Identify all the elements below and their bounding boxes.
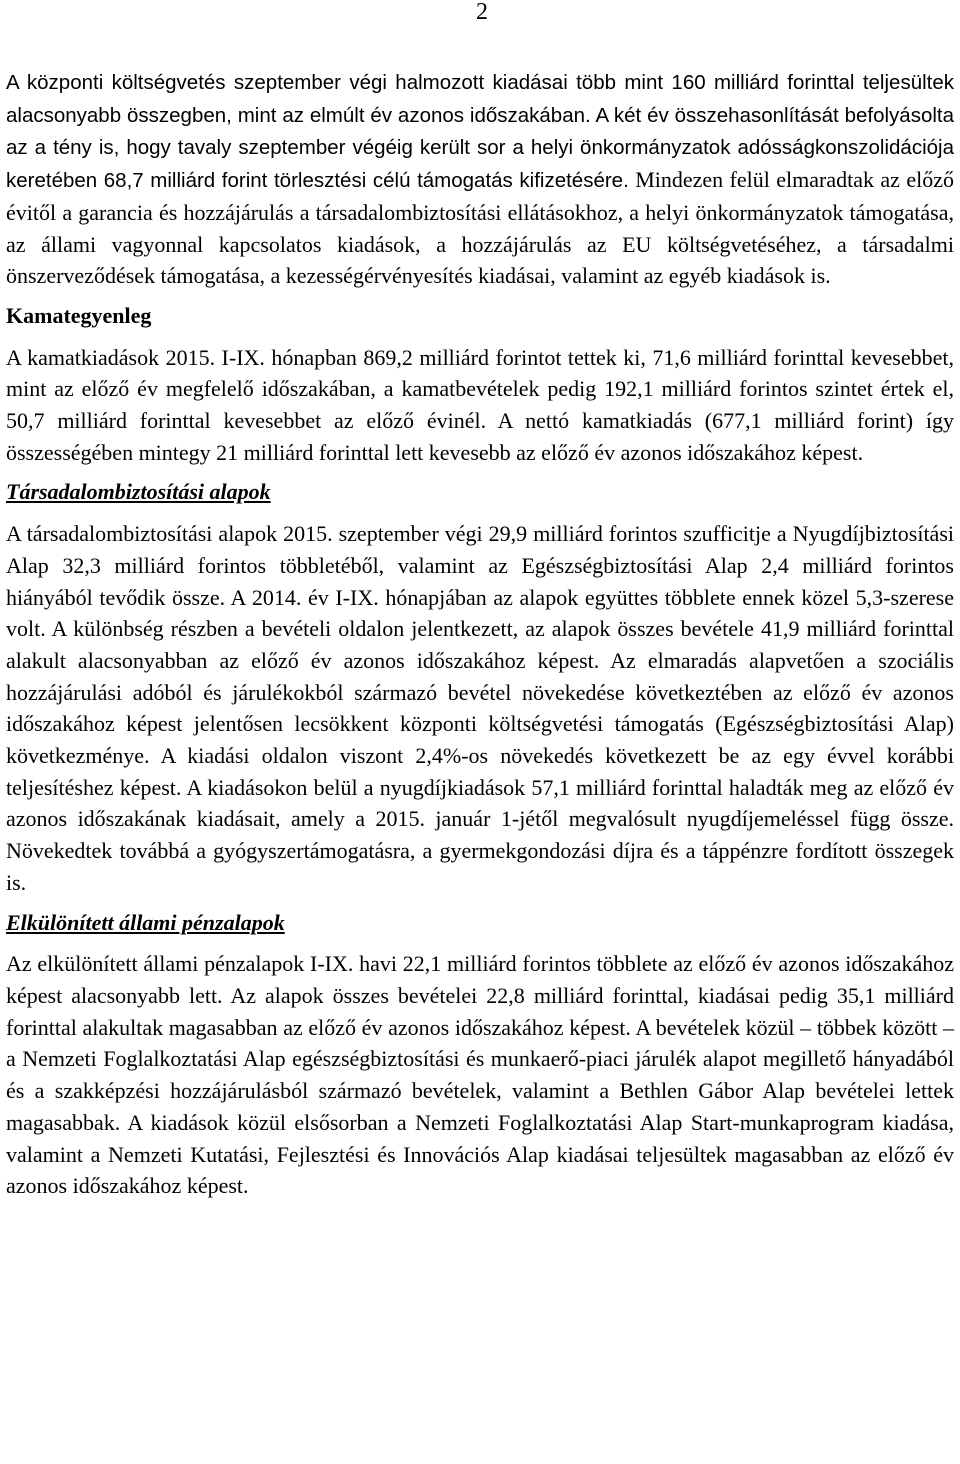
section-heading-social-security: Társadalombiztosítási alapok <box>6 479 271 505</box>
intro-sans-text: A központi költségvetés szeptember végi halmozott kiadásai több mint 160 milliárd forinttal teljesültek alacsonyabb összegben, mint az elmúlt év azonos időszakában. A két év összehasonlítását befolyásolta az a tény is, hogy tavaly szeptember végéig került sor a helyi önkormányzatok adósságkonszolidációja keretében 68,7 milliárd forint törlesztési célú támogatás kifizetésére. <box>6 71 954 193</box>
intro-paragraph <box>6 66 954 292</box>
page-number: 2 <box>476 0 488 25</box>
section-heading-interest: Kamategyenleg <box>6 302 152 328</box>
interest-paragraph: A kamatkiadások 2015. I-IX. hónapban 869,2 milliárd forintot tettek ki, 71,6 milliárd forinttal kevesebbet, mint az előző év megfelelő időszakában, a kamatbevételek pedig 192,1 milliárd forintos szintet értek el, 50,7 milliárd forinttal kevesebbet az előző évinél. A nettó kamatkiadás (677,1 milliárd forint) így összességében mintegy 21 milliárd forinttal lett kevesebb az előző év azonos időszakához képest. <box>6 344 954 465</box>
section-heading-separate-funds: Elkülönített állami pénzalapok <box>6 909 285 935</box>
document-body <box>6 66 954 1210</box>
social-security-paragraph: A társadalombiztosítási alapok 2015. szeptember végi 29,9 milliárd forintos szufficitje a Nyugdíjbiztosítási Alap 32,3 milliárd forintos többletéből, valamint az Egészségbiztosítási Alap 2,4 milliárd forintos hiányából tevődik össze. A 2014. év I-IX. hónapjában az alapok együttes többlete ennek közel 5,3-szerese volt. A különbség részben a bevételi oldalon jelentkezett, az alapok összes bevétele 41,9 milliárd forinttal alakult alacsonyabban az előző év azonos időszakához képest. Az elmaradás alapvetően a szociális hozzájárulási adóból és járulékokból származó bevétel növekedése következtében az előző év azonos időszakához képest jelentősen lecsökkent központi költségvetési támogatás (Egészségbiztosítási Alap) következménye. A kiadási oldalon viszont 2,4%-os növekedés következett be az egy évvel korábbi teljesítéshez képest. A kiadásokon belül a nyugdíjkiadások 57,1 milliárd forinttal haladták meg az előző év azonos időszakának kiadásait, amely a 2015. január 1-jétől megvalósult nyugdíjemeléssel függ össze. Növekedtek továbbá a gyógyszertámogatásra, a gyermekgondozási díjra és a táppénzre fordított összegek is. <box>6 521 954 895</box>
intro-serif-text: Mindezen felül elmaradtak az előző évitől a garancia és hozzájárulás a társadalombiztosítási ellátásokhoz, a helyi önkormányzatok támogatása, az állami vagyonnal kapcsolatos kiadások, a hozzájárulás az EU költségvetéséhez, a társadalmi önszerveződések támogatása, a kezességérvényesítés kiadásai, valamint az egyéb kiadások is. <box>6 167 954 289</box>
separate-funds-paragraph: Az elkülönített állami pénzalapok I-IX. havi 22,1 milliárd forintos többlete az előző év azonos időszakához képest alacsonyabb lett. Az alapok összes bevételei 22,8 milliárd forinttal, kiadásai pedig 35,1 milliárd forinttal alakultak magasabban az előző év azonos időszakához képest. A bevételek közül – többek között – a Nemzeti Foglalkoztatási Alap egészségbiztosítási és munkaerő-piaci járulék alapot megillető hányadából és a szakképzési hozzájárulásból származó bevételek, valamint a Bethlen Gábor Alap bevételei lettek magasabbak. A kiadások közül elsősorban a Nemzeti Foglalkoztatási Alap Start-munkaprogram kiadása, valamint a Nemzeti Kutatási, Fejlesztési és Innovációs Alap kiadásai teljesültek magasabban az előző év azonos időszakához képest. <box>6 951 954 1199</box>
